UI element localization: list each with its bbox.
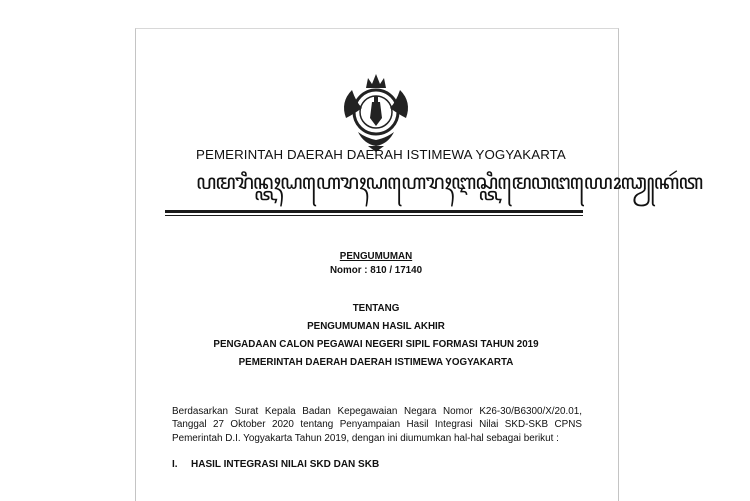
announcement-subject-line-3: PEMERINTAH DAERAH DAERAH ISTIMEWA YOGYAKARTA (238, 357, 514, 368)
announcement-subject-line-1: PENGUMUMAN HASIL AKHIR (307, 321, 445, 332)
yogyakarta-coat-of-arms-icon (338, 72, 414, 154)
section-title: HASIL INTEGRASI NILAI SKD DAN SKB (191, 459, 380, 470)
announcement-about: TENTANG (352, 303, 400, 314)
section-heading (172, 459, 379, 470)
letterhead-divider-thin (165, 215, 583, 216)
government-name: PEMERINTAH DAERAH DAERAH ISTIMEWA YOGYAKARTA (196, 147, 566, 162)
announcement-number: Nomor : 810 / 17140 (329, 265, 423, 276)
javanese-script-line: ꦥꦩꦫꦶꦤ꧀ꦠꦃꦝꦲꦺꦫꦃꦝꦲꦺꦫꦃꦆꦱ꧀ꦠꦶꦩꦺꦮꦔꦪꦺꦴꦓꦾꦏꦂꦠ (196, 170, 703, 194)
body-paragraph: Berdasarkan Surat Kepala Badan Kepegawaian Negara Nomor K26-30/B6300/X/20.01, Tanggal 27 Oktober 2020 tentang Penyampaian Hasil Integrasi Nilai SKD-SKB CPNS Pemerintah D.I. Yogyakarta Tahun 2019, dengan ini diumumkan hal-hal sebagai berikut : (172, 406, 582, 444)
announcement-title: PENGUMUMAN (339, 251, 413, 262)
section-number: I. (172, 459, 178, 470)
announcement-subject-line-2: PENGADAAN CALON PEGAWAI NEGERI SIPIL FORMASI TAHUN 2019 (213, 339, 539, 350)
letterhead-divider-thick (165, 210, 583, 213)
